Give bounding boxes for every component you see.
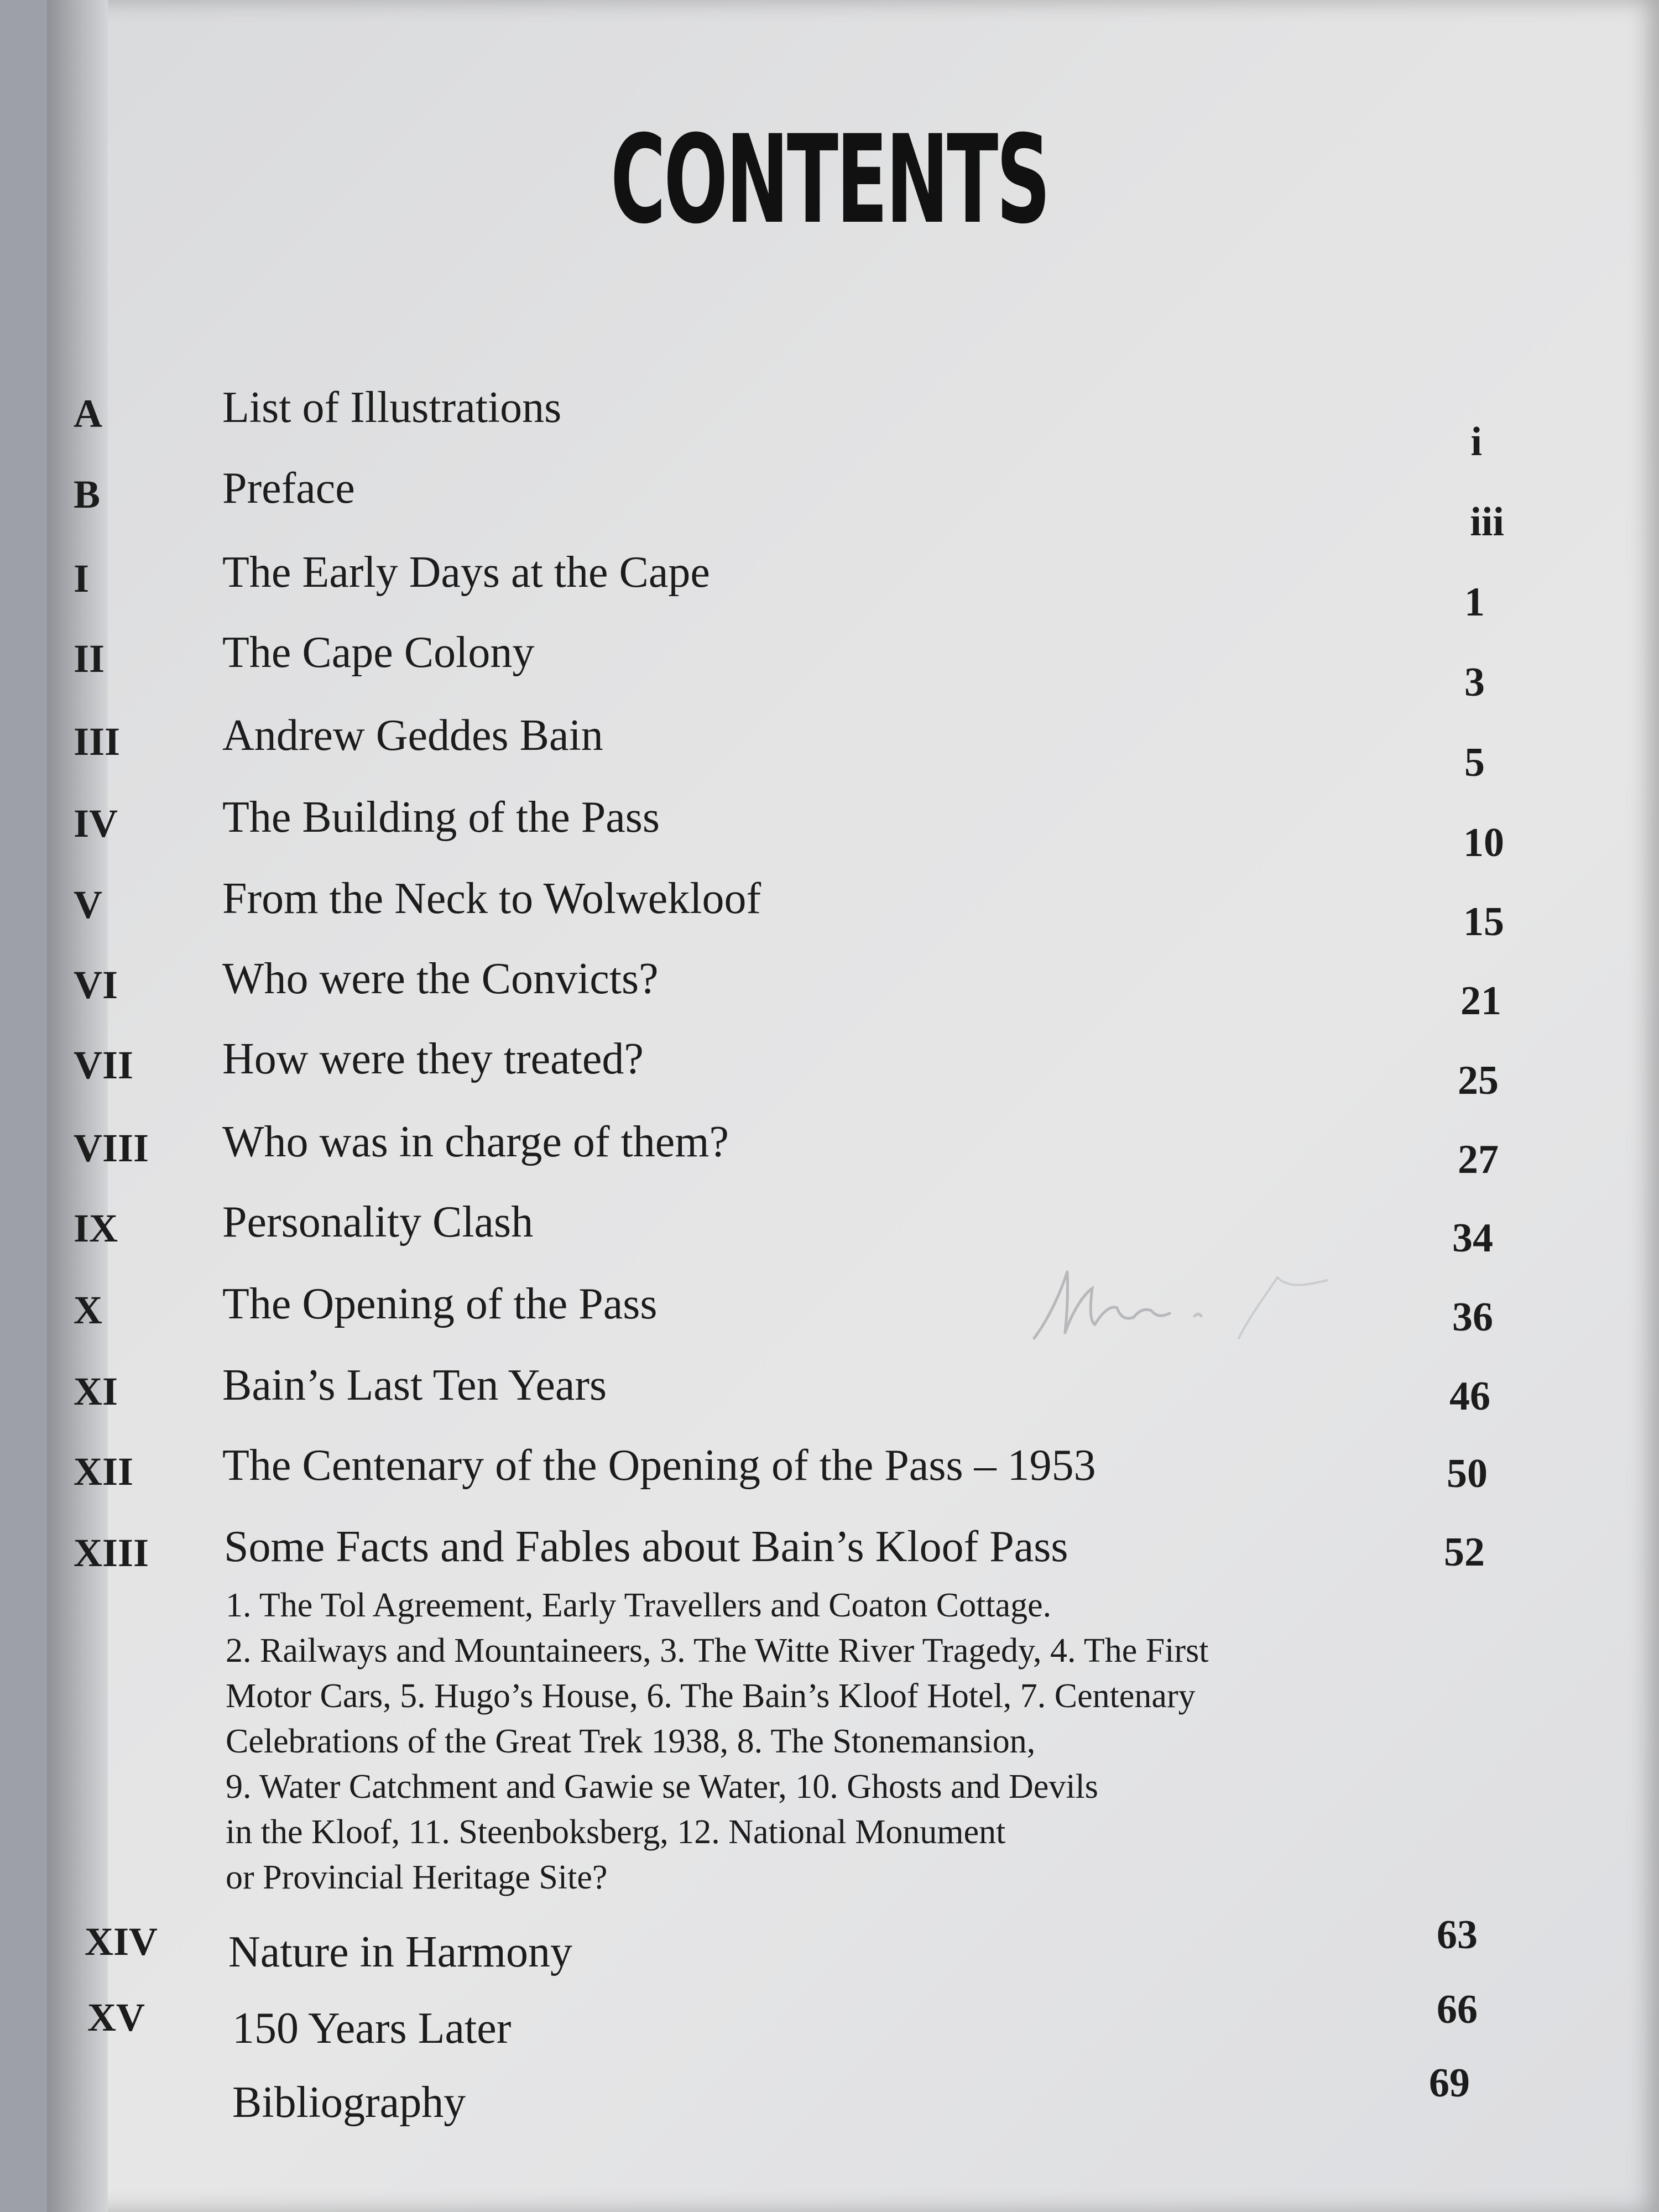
entry-title: Nature in Harmony — [228, 1928, 573, 1976]
entry-number: IV — [74, 801, 118, 846]
entry-page: 21 — [1460, 978, 1501, 1024]
entry-page: 50 — [1447, 1451, 1488, 1496]
entry-page: 36 — [1452, 1295, 1493, 1340]
entry-page: iii — [1470, 499, 1504, 545]
entry-title: Andrew Geddes Bain — [222, 711, 603, 760]
entry-page: 34 — [1452, 1215, 1493, 1261]
entry-page: 69 — [1429, 2060, 1470, 2106]
entry-number: III — [74, 719, 121, 764]
entry-page: 46 — [1449, 1374, 1490, 1419]
entry-number: X — [74, 1288, 102, 1332]
entry-title: Bibliography — [232, 2078, 466, 2127]
entry-title: The Cape Colony — [222, 628, 535, 677]
chapter-xiii-subsections — [226, 1583, 1387, 1900]
subsection-line: 9. Water Catchment and Gawie se Water, 10. Ghosts and Devils — [226, 1768, 1098, 1806]
entry-number: VIII — [74, 1126, 149, 1170]
entry-title: Some Facts and Fables about Bain’s Kloof Pass — [224, 1522, 1068, 1571]
entry-page: 1 — [1464, 580, 1485, 625]
entry-number: XIII — [74, 1531, 149, 1575]
entry-page: 15 — [1463, 899, 1504, 945]
entry-number: XII — [74, 1449, 134, 1494]
entry-page: i — [1470, 419, 1482, 465]
entry-title: The Building of the Pass — [222, 793, 660, 842]
subsection-line: or Provincial Heritage Site? — [226, 1859, 608, 1896]
entry-title: Who were the Convicts? — [222, 954, 659, 1003]
entry-title: List of Illustrations — [222, 383, 562, 432]
entry-page: 52 — [1444, 1530, 1485, 1575]
entry-number: A — [74, 392, 102, 436]
entry-title: The Early Days at the Cape — [222, 548, 710, 597]
entry-number: V — [74, 883, 102, 927]
entry-title: 150 Years Later — [232, 2004, 512, 2053]
page-gutter — [47, 0, 108, 2212]
entry-title: From the Neck to Wolwekloof — [222, 874, 761, 923]
entry-title: Personality Clash — [222, 1198, 534, 1246]
subsection-line: in the Kloof, 11. Steenboksberg, 12. National Monument — [226, 1813, 1006, 1851]
entry-number: B — [74, 472, 101, 517]
entry-number: IX — [74, 1206, 118, 1250]
entry-number: XI — [74, 1369, 118, 1413]
entry-title: Who was in charge of them? — [222, 1118, 729, 1166]
entry-page: 63 — [1437, 1912, 1478, 1958]
entry-number: XV — [87, 1995, 145, 2039]
entry-title: Preface — [222, 464, 355, 513]
subsection-line: Motor Cars, 5. Hugo’s House, 6. The Bain’s Kloof Hotel, 7. Centenary — [226, 1677, 1196, 1715]
entry-number: II — [74, 637, 105, 681]
subsection-line: 2. Railways and Mountaineers, 3. The Witte River Tragedy, 4. The First — [226, 1632, 1209, 1670]
entry-title: How were they treated? — [222, 1035, 644, 1083]
entry-number: XIV — [85, 1919, 158, 1964]
entry-page: 5 — [1464, 740, 1485, 785]
entry-page: 27 — [1458, 1137, 1499, 1182]
page-title: CONTENTS — [610, 109, 1049, 251]
subsection-line: Celebrations of the Great Trek 1938, 8. The Stonemansion, — [226, 1723, 1036, 1760]
subsection-line: 1. The Tol Agreement, Early Travellers and Coaton Cottage. — [226, 1587, 1052, 1624]
entry-number: VII — [74, 1043, 134, 1087]
entry-page: 10 — [1463, 820, 1504, 865]
entry-page: 25 — [1458, 1058, 1499, 1103]
entry-title: Bain’s Last Ten Years — [222, 1361, 607, 1410]
entry-number: VI — [74, 963, 118, 1007]
handwritten-signature — [1029, 1255, 1349, 1349]
entry-page: 3 — [1464, 660, 1485, 705]
entry-title: The Opening of the Pass — [222, 1280, 658, 1328]
entry-page: 66 — [1437, 1987, 1478, 2032]
entry-title: The Centenary of the Opening of the Pass – 1953 — [222, 1441, 1096, 1490]
entry-number: I — [74, 556, 90, 601]
